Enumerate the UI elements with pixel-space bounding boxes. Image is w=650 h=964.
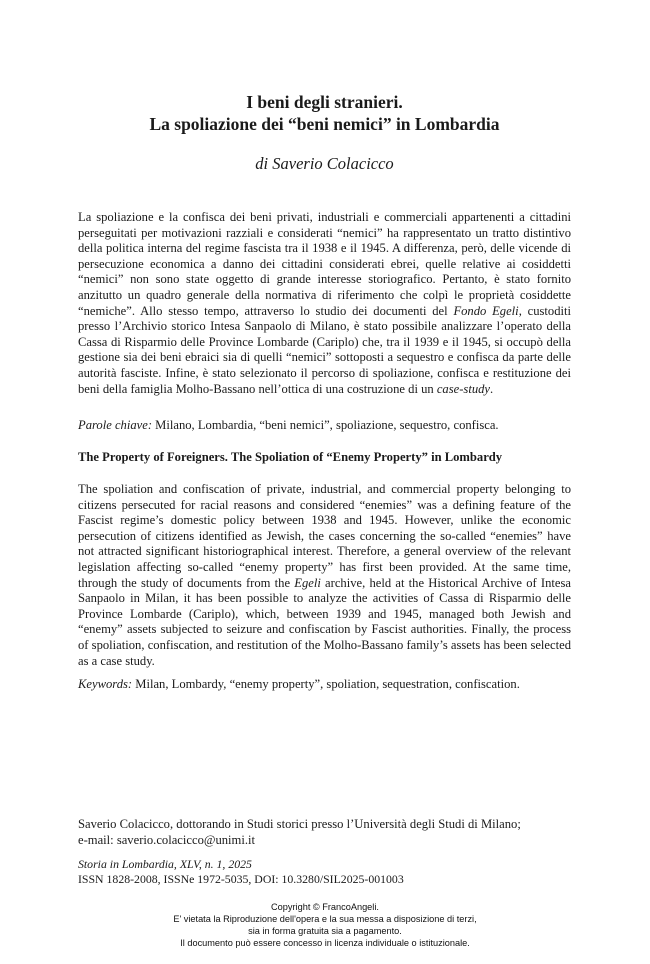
article-title (78, 91, 571, 135)
keywords-it-values: Milano, Lombardia, “beni nemici”, spoliazione, sequestro, confisca. (152, 418, 499, 432)
case-study-term: case-study (436, 381, 490, 396)
fondo-egeli-term: Fondo Egeli (453, 303, 519, 318)
abstract-italian-text (78, 210, 571, 397)
keywords-italian (78, 418, 571, 434)
keywords-english (78, 677, 571, 693)
abstract-it-part-1: La spoliazione e la confisca dei beni privati, industriali e commerciali appartenenti a cittadini perseguitati per motivazioni razziali e considerati “nemici” ha rappresentato un tratto distintivo della politica interna del regime fascista tra il 1938 e il 1945. A differenza, però, delle vicende di persecuzione economica a danno dei cittadini considerati ebrei, quelle relative ai cosiddetti “nemici” non sono state oggetto di grande interesse storiografico. Pertanto, è stato fornito anzitutto un quadro generale della normativa di riferimento che colpì le proprietà cosiddette “nemiche”. Allo stesso tempo, attraverso lo studio dei documenti del (78, 210, 571, 318)
journal-info (78, 857, 571, 886)
abstract-it-part-3: . (490, 381, 494, 396)
journal-issn-doi: ISSN 1828-2008, ISSNe 1972-5035, DOI: 10.3280/SIL2025-001003 (78, 871, 404, 886)
keywords-it-label: Parole chiave: (78, 418, 153, 432)
copyright-notice (0, 902, 650, 950)
abstract-english-text (78, 482, 571, 669)
author-footnote (78, 817, 571, 848)
abstract-it-part-2: , custoditi presso l’Archivio storico Intesa Sanpaolo di Milano, è stato possibile analizzare l’operato della Cassa di Risparmio delle Province Lombarde (Cariplo) che, tra il 1939 e il 1945, si occupò della gestione sia dei beni ebraici sia di quelli “nemici” sottoposti a sequestro e confisca da parte delle autorità fasciste. Infine, è stato selezionato il percorso di spoliazione, confisca e restituzione dei beni della famiglia Molho-Bassano nell’ottica di una costruzione di un (78, 303, 571, 396)
title-line-1: I beni degli stranieri. (246, 92, 403, 112)
abstract-italian (78, 210, 571, 397)
footnote-affiliation: Saverio Colacicco, dottorando in Studi storici presso l’Università degli Studi di Milano; (78, 817, 521, 831)
abstract-english (78, 482, 571, 669)
copyright-line-2: E' vietata la Riproduzione dell'opera e la sua messa a disposizione di terzi, (173, 913, 477, 924)
keywords-en-label: Keywords: (78, 677, 133, 691)
english-title: The Property of Foreigners. The Spoliation of “Enemy Property” in Lombardy (78, 450, 503, 464)
abstract-en-part-2: archive, held at the Historical Archive of Intesa Sanpaolo in Milan, it has been possible to analyze the activities of Cassa di Risparmio delle Province Lombarde (Cariplo), which, between 1939 and 1945, managed both Jewish and “enemy” assets subjected to seizure and confiscation by Fascist authorities. Finally, the process of spoliation, confiscation, and restitution of the Molho-Bassano family’s assets has been selected as a case study. (78, 575, 571, 668)
copyright-line-4: Il documento può essere concesso in licenza individuale o istituzionale. (180, 937, 470, 948)
journal-citation: Storia in Lombardia, XLV, n. 1, 2025 (78, 857, 252, 871)
abstract-en-part-1: The spoliation and confiscation of private, industrial, and commercial property belonging to citizens persecuted for racial reasons and considered “enemies” was a defining feature of the Fascist regime’s domestic policy between 1938 and 1945. However, unlike the economic persecution of citizens identified as Jewish, the cases concerning the so-called “enemies” have not attracted significant historiographical interest. Therefore, a general overview of the relevant legislation affecting so-called “enemy property” has first been provided. At the same time, through the study of documents from the (78, 482, 571, 590)
copyright-line-1: Copyright © FrancoAngeli. (271, 902, 379, 912)
copyright-line-3: sia in forma gratuita sia a pagamento. (248, 925, 402, 936)
author-byline: di Saverio Colacicco (255, 154, 394, 173)
footnote-email: e-mail: saverio.colacicco@unimi.it (78, 832, 256, 847)
title-line-2: La spoliazione dei “beni nemici” in Lombardia (149, 114, 500, 134)
keywords-en-values: Milan, Lombardy, “enemy property”, spoliation, sequestration, confiscation. (132, 677, 520, 691)
egeli-term: Egeli (294, 575, 321, 590)
